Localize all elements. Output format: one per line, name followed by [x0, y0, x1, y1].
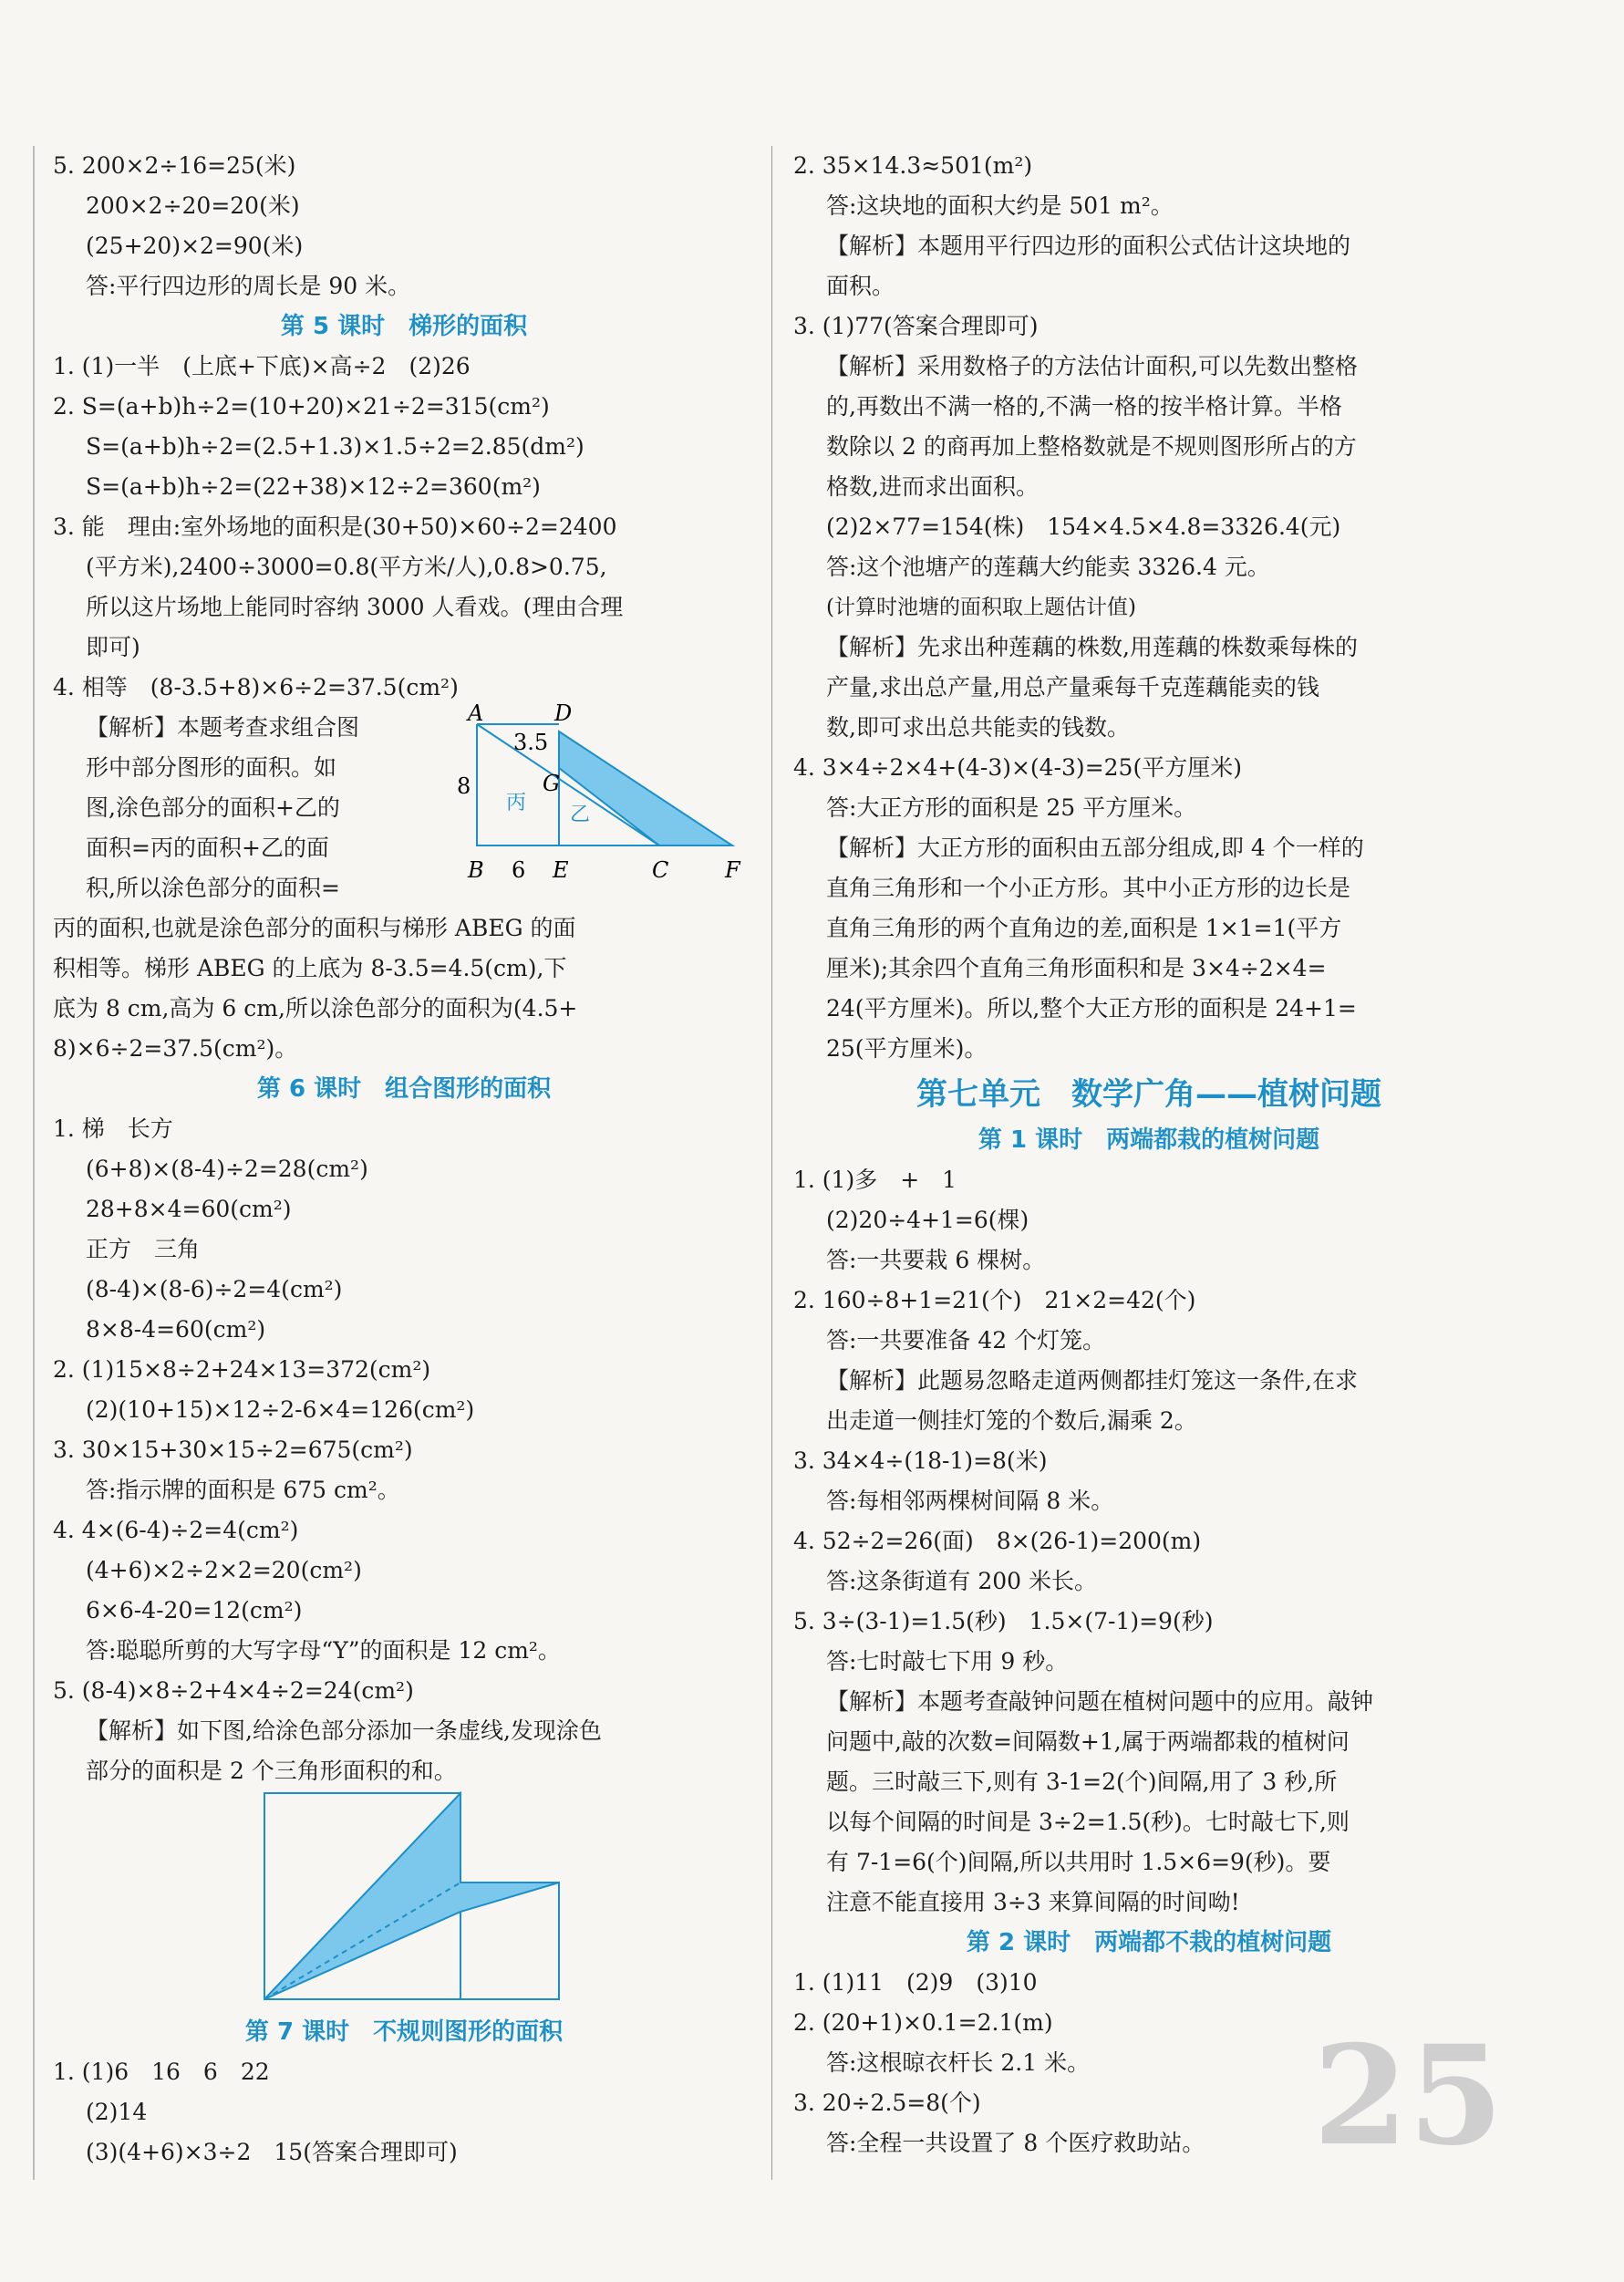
analysis-line: 积,所以涂色部分的面积=: [86, 875, 340, 901]
answer-line: 5. 200×2÷16=25(米): [53, 152, 296, 179]
answer-line: (2)20÷4+1=6(棵): [826, 1207, 1029, 1233]
answer-line: 4. 相等 (8-3.5+8)×6÷2=37.5(cm²): [53, 674, 459, 700]
label-bing: 丙: [506, 792, 527, 814]
section-title: 第 7 课时 不规则图形的面积: [244, 2018, 564, 2046]
answer-note: (计算时池塘的面积取上题估计值): [826, 596, 1136, 619]
analysis-line: 【解析】此题易忽略走道两侧都挂灯笼这一条件,在求: [826, 1367, 1358, 1394]
answer-line: S=(a+b)h÷2=(22+38)×12÷2=360(m²): [86, 473, 541, 500]
analysis-line: 数除以 2 的商再加上整格数就是不规则图形所占的方: [826, 433, 1357, 460]
analysis-line: 丙的面积,也就是涂色部分的面积与梯形 ABEG 的面: [53, 915, 576, 941]
analysis-line: 【解析】采用数格子的方法估计面积,可以先数出整格: [826, 353, 1358, 379]
answer-line: 答:这根晾衣杆长 2.1 米。: [826, 2049, 1091, 2076]
analysis-line: 24(平方厘米)。所以,整个大正方形的面积是 24+1=: [826, 995, 1357, 1022]
section-title: 第 5 课时 梯形的面积: [280, 313, 528, 340]
answer-line: 答:平行四边形的周长是 90 米。: [86, 273, 411, 299]
analysis-line: 面积。: [826, 273, 895, 299]
analysis-line: 厘米);其余四个直角三角形面积和是 3×4÷2×4=: [826, 955, 1327, 981]
analysis-line: 有 7-1=6(个)间隔,所以共用时 1.5×6=9(秒)。要: [826, 1849, 1331, 1875]
analysis-line: 图,涂色部分的面积+乙的: [86, 794, 340, 821]
analysis-line: 【解析】大正方形的面积由五部分组成,即 4 个一样的: [826, 835, 1364, 861]
answer-line: 1. (1)11 (2)9 (3)10: [793, 1969, 1038, 1996]
answer-line: 答:这条街道有 200 米长。: [826, 1568, 1098, 1594]
analysis-line: 的,再数出不满一格的,不满一格的按半格计算。半格: [826, 393, 1342, 420]
label-F: F: [725, 857, 740, 883]
analysis-line: 问题中,敲的次数=间隔数+1,属于两端都栽的植树问: [826, 1728, 1350, 1755]
analysis-line: 直角三角形和一个小正方形。其中小正方形的边长是: [826, 875, 1351, 901]
analysis-line: 形中部分图形的面积。如: [86, 754, 337, 781]
analysis-line: 【解析】先求出种莲藕的株数,用莲藕的株数乘每株的: [826, 634, 1358, 660]
analysis-line: 面积=丙的面积+乙的面: [86, 835, 329, 861]
answer-line: 答:聪聪所剪的大写字母“Y”的面积是 12 cm²。: [86, 1637, 561, 1664]
analysis-line: 数,即可求出总共能卖的钱数。: [826, 714, 1130, 741]
answer-line: 2. S=(a+b)h÷2=(10+20)×21÷2=315(cm²): [53, 393, 550, 420]
label-8: 8: [457, 773, 471, 799]
answer-line: 3. 20÷2.5=8(个): [793, 2090, 981, 2116]
answer-line: 2. (1)15×8÷2+24×13=372(cm²): [53, 1356, 431, 1383]
section-title: 第 2 课时 两端都不栽的植树问题: [966, 1929, 1332, 1956]
label-B: B: [468, 857, 484, 883]
analysis-with-figure: [53, 704, 755, 908]
label-D: D: [554, 704, 573, 726]
answer-line: 正方 三角: [86, 1236, 201, 1262]
answer-line: 3. (1)77(答案合理即可): [793, 313, 1039, 339]
answer-line: 答:全程一共设置了 8 个医疗救助站。: [826, 2130, 1205, 2156]
answer-line: 答:每相邻两棵树间隔 8 米。: [826, 1488, 1114, 1514]
answer-line: 所以这片场地上能同时容纳 3000 人看戏。(理由合理: [86, 594, 624, 620]
answer-line: (平方米),2400÷3000=0.8(平方米/人),0.8>0.75,: [86, 554, 607, 580]
analysis-line: 8)×6÷2=37.5(cm²)。: [53, 1035, 298, 1062]
answer-line: 1. (1)6 16 6 22: [53, 2059, 270, 2085]
answer-line: 2. 35×14.3≈501(m²): [793, 152, 1033, 179]
answer-line: 2. (20+1)×0.1=2.1(m): [793, 2009, 1053, 2036]
analysis-line: 格数,进而求出面积。: [826, 473, 1039, 500]
answer-line: (2)14: [86, 2099, 148, 2125]
analysis-line: 注意不能直接用 3÷3 来算间隔的时间呦!: [826, 1889, 1240, 1915]
figure-2-wrap: [53, 1791, 755, 2012]
answer-line: 28+8×4=60(cm²): [86, 1196, 292, 1222]
answer-line: (2)(10+15)×12÷2-6×4=126(cm²): [86, 1396, 475, 1423]
answer-line: 答:指示牌的面积是 675 cm²。: [86, 1477, 400, 1503]
answer-line: 200×2÷20=20(米): [86, 192, 300, 219]
label-3.5: 3.5: [513, 730, 549, 755]
right-column: [793, 146, 1505, 2163]
answer-line: 4. 4×(6-4)÷2=4(cm²): [53, 1517, 299, 1543]
answer-line: 答:七时敲七下用 9 秒。: [826, 1648, 1069, 1675]
answer-line: 1. 梯 长方: [53, 1115, 173, 1142]
label-G: G: [543, 771, 561, 796]
analysis-line: 以每个间隔的时间是 3÷2=1.5(秒)。七时敲七下,则: [826, 1809, 1350, 1835]
answer-line: 答:这块地的面积大约是 501 m²。: [826, 192, 1174, 219]
page-number: 25: [1313, 2016, 1504, 2176]
analysis-line: 底为 8 cm,高为 6 cm,所以涂色部分的面积为(4.5+: [53, 995, 578, 1022]
label-yi: 乙: [570, 804, 591, 826]
answer-line: 答:一共要准备 42 个灯笼。: [826, 1327, 1106, 1354]
answer-line: 1. (1)一半 (上底+下底)×高÷2 (2)26: [53, 353, 471, 379]
binding-line: [33, 146, 35, 2180]
answer-line: 2. 160÷8+1=21(个) 21×2=42(个): [793, 1287, 1196, 1313]
answer-line: 答:一共要栽 6 棵树。: [826, 1247, 1046, 1273]
shaded-region: [559, 731, 732, 845]
answer-line: 即可): [86, 634, 140, 660]
answer-line: (4+6)×2÷2×2=20(cm²): [86, 1557, 362, 1583]
analysis-line: 部分的面积是 2 个三角形面积的和。: [86, 1758, 457, 1784]
label-C: C: [652, 857, 669, 883]
analysis-line: 25(平方厘米)。: [826, 1035, 988, 1062]
answer-line: 答:这个池塘产的莲藕大约能卖 3326.4 元。: [826, 554, 1270, 580]
answer-line: 6×6-4-20=12(cm²): [86, 1597, 303, 1623]
answer-line: 5. (8-4)×8÷2+4×4÷2=24(cm²): [53, 1677, 414, 1704]
answer-line: 4. 3×4÷2×4+(4-3)×(4-3)=25(平方厘米): [793, 754, 1242, 781]
section-title: 第 6 课时 组合图形的面积: [256, 1075, 552, 1103]
answer-line: (2)2×77=154(株) 154×4.5×4.8=3326.4(元): [826, 513, 1341, 540]
trapezoid-figure: [450, 704, 750, 905]
answer-line: 3. 34×4÷(18-1)=8(米): [793, 1447, 1048, 1474]
answer-line: 8×8-4=60(cm²): [86, 1316, 266, 1343]
analysis-line: 出走道一侧挂灯笼的个数后,漏乘 2。: [826, 1407, 1197, 1434]
answer-line: 3. 能 理由:室外场地的面积是(30+50)×60÷2=2400: [53, 513, 617, 540]
composite-figure: [263, 1791, 573, 2003]
label-E: E: [553, 857, 569, 883]
analysis-line: 【解析】如下图,给涂色部分添加一条虚线,发现涂色: [86, 1717, 602, 1744]
answer-line: 4. 52÷2=26(面) 8×(26-1)=200(m): [793, 1528, 1202, 1554]
answer-line: (8-4)×(8-6)÷2=4(cm²): [86, 1276, 343, 1302]
answer-line: (25+20)×2=90(米): [86, 233, 304, 259]
left-column: [53, 146, 755, 2173]
section-title: 第 1 课时 两端都栽的植树问题: [978, 1126, 1320, 1154]
answer-line: 1. (1)多 + 1: [793, 1167, 957, 1193]
answer-line: 答:大正方形的面积是 25 平方厘米。: [826, 794, 1197, 821]
analysis-line: 【解析】本题考查求组合图: [86, 714, 360, 741]
answer-line: S=(a+b)h÷2=(2.5+1.3)×1.5÷2=2.85(dm²): [86, 433, 584, 460]
analysis-line: 直角三角形的两个直角边的差,面积是 1×1=1(平方: [826, 915, 1342, 941]
analysis-line: 【解析】本题考查敲钟问题在植树问题中的应用。敲钟: [826, 1688, 1374, 1715]
analysis-line: 【解析】本题用平行四边形的面积公式估计这块地的: [826, 233, 1351, 259]
answer-line: (6+8)×(8-4)÷2=28(cm²): [86, 1156, 368, 1182]
analysis-line: 积相等。梯形 ABEG 的上底为 8-3.5=4.5(cm),下: [53, 955, 567, 981]
answer-line: 3. 30×15+30×15÷2=675(cm²): [53, 1437, 413, 1463]
label-A: A: [468, 704, 484, 726]
shaded-triangles: [264, 1793, 559, 1999]
label-6: 6: [512, 857, 526, 883]
unit-title: 第七单元 数学广角——植树问题: [916, 1076, 1381, 1113]
analysis-line: 产量,求出总产量,用总产量乘每千克莲藕能卖的钱: [826, 674, 1319, 700]
answer-line: 5. 3÷(3-1)=1.5(秒) 1.5×(7-1)=9(秒): [793, 1608, 1214, 1634]
column-divider: [771, 146, 772, 2180]
analysis-line: 题。三时敲三下,则有 3-1=2(个)间隔,用了 3 秒,所: [826, 1769, 1338, 1795]
answer-line: (3)(4+6)×3÷2 15(答案合理即可): [86, 2139, 458, 2165]
